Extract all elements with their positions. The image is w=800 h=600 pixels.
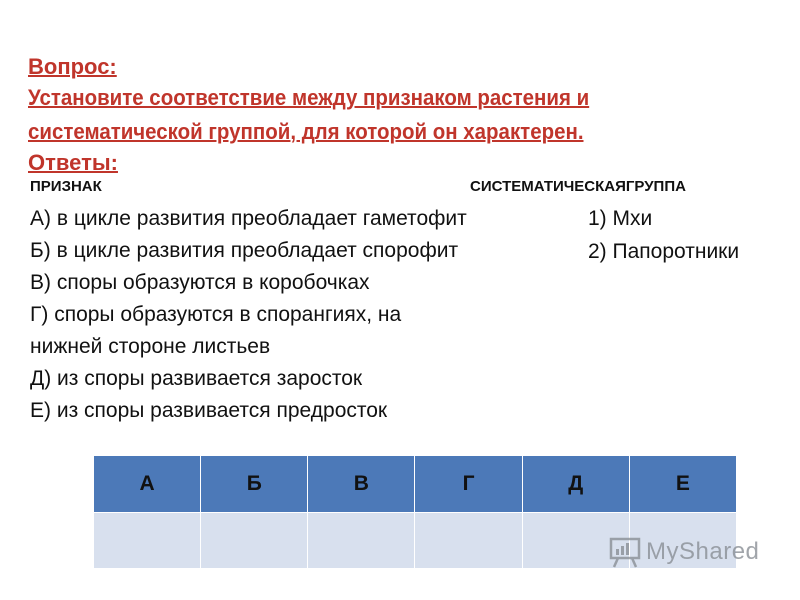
answers-label: Ответы: xyxy=(28,150,118,175)
feature-item-b: Б) в цикле развития преобладает спорофит xyxy=(30,239,459,262)
presentation-board-icon xyxy=(608,535,642,569)
feature-item-a: А) в цикле развития преобладает гаметофит xyxy=(30,207,467,230)
answer-cell-a[interactable] xyxy=(94,512,201,569)
group-item-1: 1) Мхи xyxy=(588,207,653,230)
feature-item-d: Д) из споры развивается заросток xyxy=(30,367,363,390)
feature-column-header: ПРИЗНАК xyxy=(30,178,102,195)
question-label: Вопрос: xyxy=(28,54,117,79)
answer-header-a: А xyxy=(94,456,201,513)
feature-list xyxy=(30,203,467,427)
answer-table-header-row xyxy=(94,456,737,513)
answer-header-b: Б xyxy=(201,456,308,513)
group-item-2: 2) Папоротники xyxy=(588,240,740,263)
answer-header-v: В xyxy=(308,456,415,513)
feature-item-e: Е) из споры развивается предросток xyxy=(30,399,388,422)
feature-item-v: В) споры образуются в коробочках xyxy=(30,271,370,294)
question-text-line-1: Установите соответствие между признаком растения и xyxy=(28,85,590,110)
group-column-header: СИСТЕМАТИЧЕСКАЯГРУППА xyxy=(470,178,686,195)
answer-header-e: Е xyxy=(629,456,736,513)
answer-cell-g[interactable] xyxy=(415,512,522,569)
feature-item-g-continued: нижней стороне листьев xyxy=(30,335,271,358)
watermark-text: MyShared xyxy=(646,538,760,565)
watermark xyxy=(608,535,759,569)
answer-header-d: Д xyxy=(522,456,629,513)
answer-cell-b[interactable] xyxy=(201,512,308,569)
question-text-line-2: систематической группой, для которой он характерен. xyxy=(28,119,584,144)
feature-item-g: Г) споры образуются в спорангиях, на xyxy=(30,303,402,326)
answer-header-g: Г xyxy=(415,456,522,513)
answer-cell-v[interactable] xyxy=(308,512,415,569)
